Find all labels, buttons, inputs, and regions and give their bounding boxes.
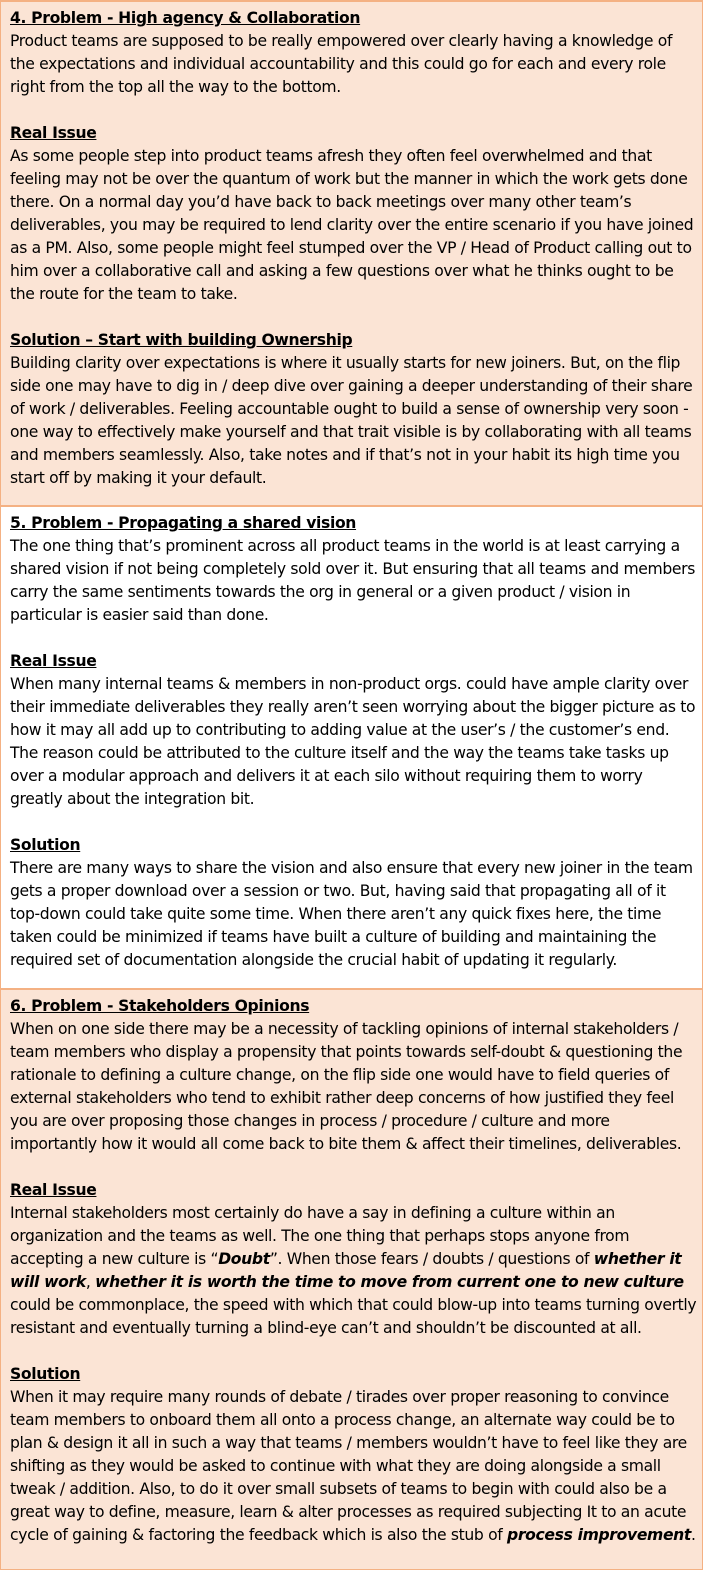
section-4-solution-heading: Solution – Start with building Ownership bbox=[10, 331, 353, 349]
spacer bbox=[10, 1340, 698, 1363]
section-4-cell bbox=[0, 0, 703, 505]
section-6-problem-text: When on one side there may be a necessity of tackling opinions of internal stakeholders / team members who display a propensity that points towards self-doubt & questioning the rationale to defining a culture change, on the flip side one would have to field queries of external stakeholders who tend to exhibit rather deep concerns of how justified they feel you are over proposing those changes in process / procedure / culture and more importantly how it would all come back to bite them & affect their timelines, deliverables. bbox=[10, 1020, 683, 1153]
section-5-solution-heading: Solution bbox=[10, 836, 81, 854]
section-6-solution-heading: Solution bbox=[10, 1365, 81, 1383]
section-4-problem-heading: 4. Problem - High agency & Collaboration bbox=[10, 9, 361, 27]
whether-it-will-work-emphasis: whether it will work bbox=[10, 1250, 682, 1291]
doubt-emphasis: Doubt bbox=[218, 1250, 270, 1268]
section-5-cell bbox=[0, 505, 703, 988]
issue-text-part-4: could be commonplace, the speed with which that could blow-up into teams turning overtly resistant and eventually turning a blind-eye can’t and shouldn’t be discounted at all. bbox=[10, 1296, 697, 1337]
issue-text-part-2: ”. When those fears / doubts / questions of bbox=[269, 1250, 594, 1268]
section-4-issue-text: As some people step into product teams afresh they often feel overwhelmed and that feeling may not be over the quantum of work but the manner in which the work gets done there. On a normal day you’d have back to back meetings over many other team’s deliverables, you may be required to lend clarity over the entire scenario if you have joined as a PM. Also, some people might feel stumped over the VP / Head of Product calling out to him over a collaborative call and asking a few questions over what he thinks ought to be the route for the team to take. bbox=[10, 147, 694, 303]
section-6-issue-text bbox=[10, 1202, 698, 1340]
section-5-problem-heading: 5. Problem - Propagating a shared vision bbox=[10, 514, 357, 532]
solution-text-part-2: . bbox=[691, 1526, 696, 1544]
section-4-solution-text: Building clarity over expectations is where it usually starts for new joiners. But, on the flip side one may have to dig in / deep dive over gaining a deeper understanding of their share of work / deliverables. Feeling accountable ought to build a sense of ownership very soon - one way to effectively make yourself and that trait visible is by collaborating with all teams and members seamlessly. Also, take notes and if that’s not in your habit its high time you start off by making it your default. bbox=[10, 354, 693, 487]
section-4-problem-text: Product teams are supposed to be really empowered over clearly having a knowledge of the expectations and individual accountability and this could go for each and every role right from the top all the way to the bottom. bbox=[10, 32, 673, 96]
spacer bbox=[10, 306, 698, 329]
section-6-solution-text bbox=[10, 1386, 698, 1547]
section-5-problem-text: The one thing that’s prominent across all product teams in the world is at least carrying a shared vision if not being completely sold over it. But ensuring that all teams and members carry the same sentiments towards the org in general or a given product / vision in particular is easier said than done. bbox=[10, 537, 696, 624]
section-5-issue-heading: Real Issue bbox=[10, 652, 97, 670]
section-4-issue-heading: Real Issue bbox=[10, 124, 97, 142]
spacer bbox=[10, 811, 698, 834]
spacer bbox=[10, 1156, 698, 1179]
solution-text-part-1: When it may require many rounds of debate / tirades over proper reasoning to convince team members to onboard them all onto a process change, an alternate way could be to plan & design it all in such a way that teams / members wouldn’t have to feel like they are shifting as they would be asked to continue with what they are doing alongside a small tweak / addition. Also, to do it over small subsets of teams to begin with could also be a great way to define, measure, learn & alter processes as required subjecting It to an acute cycle of gaining & factoring the feedback which is also the stub of bbox=[10, 1388, 687, 1544]
spacer bbox=[10, 627, 698, 650]
section-5-issue-text: When many internal teams & members in non-product orgs. could have ample clarity over their immediate deliverables they really aren’t seen worrying about the bigger picture as to how it may all add up to contributing to adding value at the user’s / the customer’s end. The reason could be attributed to the culture itself and the way the teams take tasks up over a modular approach and delivers it at each silo without requiring them to worry greatly about the integration bit. bbox=[10, 675, 696, 808]
section-6-issue-heading: Real Issue bbox=[10, 1181, 97, 1199]
section-6-cell bbox=[0, 988, 703, 1570]
worth-the-time-emphasis: whether it is worth the time to move from current one to new culture bbox=[95, 1273, 684, 1291]
process-improvement-emphasis: process improvement bbox=[507, 1526, 692, 1544]
issue-text-part-3: , bbox=[85, 1273, 96, 1291]
section-5-solution-text: There are many ways to share the vision and also ensure that every new joiner in the team gets a proper download over a session or two. But, having said that propagating all of it top-down could take quite some time. When there aren’t any quick fixes here, the time taken could be minimized if teams have built a culture of building and maintaining the required set of documentation alongside the crucial habit of updating it regularly. bbox=[10, 859, 693, 969]
section-6-problem-heading: 6. Problem - Stakeholders Opinions bbox=[10, 997, 310, 1015]
issue-text-part-1: Internal stakeholders most certainly do have a say in defining a culture within an organization and the teams as well. The one thing that perhaps stops anyone from accepting a new culture is “ bbox=[10, 1204, 630, 1268]
spacer bbox=[10, 99, 698, 122]
